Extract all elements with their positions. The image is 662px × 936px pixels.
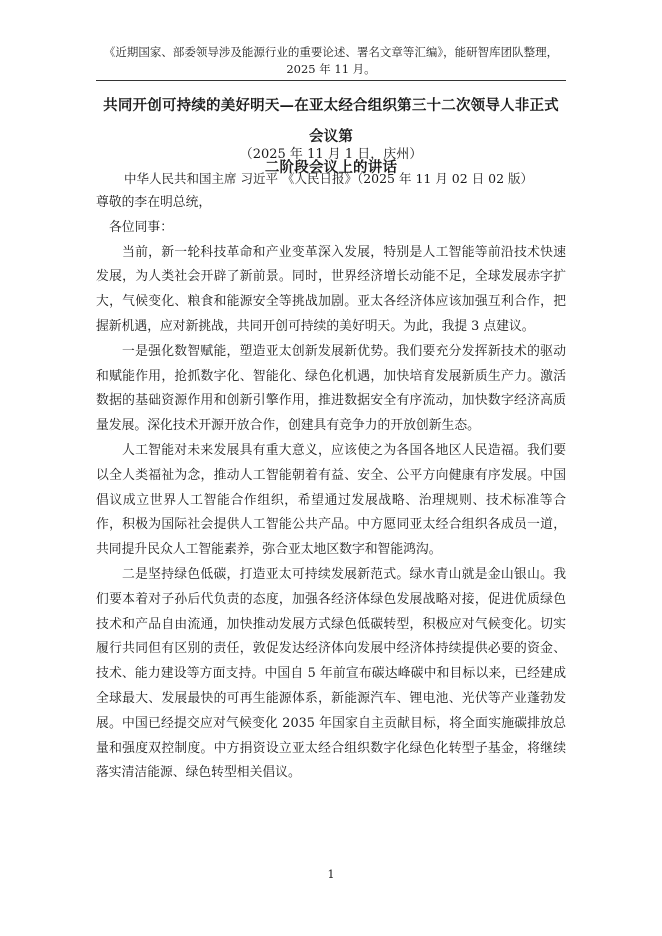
page-number: 1 bbox=[327, 868, 335, 881]
paragraph: 当前，新一轮科技革命和产业变革深入发展，特别是人工智能等前沿技术快速发展，为人类社会开辟了新前景。同时，世界经济增长动能不足，全球发展赤字扩大，气候变化、粮食和能源安全等挑战加剧。亚太各经济体应该加强互利合作，把握新机遇，应对新挑战，共同开创可持续的美好明天。为此，我提 3 点建议。 bbox=[96, 244, 566, 334]
title-line-1: 共同开创可持续的美好明天—在亚太经合组织第三十二次领导人非正式会议第 bbox=[103, 97, 559, 145]
paragraph: 二是坚持绿色低碳，打造亚太可持续发展新范式。绿水青山就是金山银山。我们要本着对子孙后代负责的态度，加强各经济体绿色发展战略对接，促进优质绿色技术和产品自由流通，加快推动发展方式绿色低碳转型，积极应对气候变化。切实履行共同但有区别的责任，敦促发达经济体向发展中经济体持续提供必要的资金、技术、能力建设等方面支持。中国自 5 年前宣布碳达峰碳中和目标以来，已经建成全球最大、发展最快的可再生能源体系，新能源汽车、锂电池、光伏等产业蓬勃发展。中国已经提交应对气候变化 2035 年国家自主贡献目标，将全面实施碳排放总量和强度双控制度。中方捐资设立亚太经合组织数字化绿色化转型子基金，将继续落实清洁能源、绿色转型相关倡议。 bbox=[96, 566, 566, 781]
title-line-2: 二阶段会议上的讲话 bbox=[264, 159, 398, 176]
article-body bbox=[96, 191, 566, 786]
header-line-1: 《近期国家、部委领导涉及能源行业的重要论述、署名文章等汇编》，能研智库团队整理， bbox=[103, 45, 559, 59]
byline: 中华人民共和国主席 习近平 《人民日报》（2025 年 11 月 02 日 02 版） bbox=[124, 171, 534, 186]
header-line-2: 2025 年 11 月。 bbox=[286, 62, 376, 76]
salutation-1: 尊敬的李在明总统， bbox=[96, 195, 212, 210]
header-divider bbox=[96, 80, 566, 81]
dateline: （2025 年 11 月 1 日，庆州） bbox=[239, 147, 423, 162]
salutation-2: 各位同事： bbox=[109, 219, 173, 235]
paragraph: 人工智能对未来发展具有重大意义，应该使之为各国各地区人民造福。我们要以全人类福祉为念，推动人工智能朝着有益、安全、公平方向健康有序发展。中国倡议成立世界人工智能合作组织，希望通过发展战略、治理规则、技术标准等合作，积极为国际社会提供人工智能公共产品。中方愿同亚太经合组织各成员一道，共同提升民众人工智能素养，弥合亚太地区数字和智能鸿沟。 bbox=[96, 442, 566, 558]
paragraph: 一是强化数智赋能，塑造亚太创新发展新优势。我们要充分发挥新技术的驱动和赋能作用，抢抓数字化、智能化、绿色化机遇，加快培育发展新质生产力。激活数据的基础资源作用和创新引擎作用，推进数据安全有序流动，加快数字经济高质量发展。深化技术开源开放合作，创建具有竞争力的开放创新生态。 bbox=[96, 343, 566, 434]
document-header bbox=[70, 44, 592, 78]
